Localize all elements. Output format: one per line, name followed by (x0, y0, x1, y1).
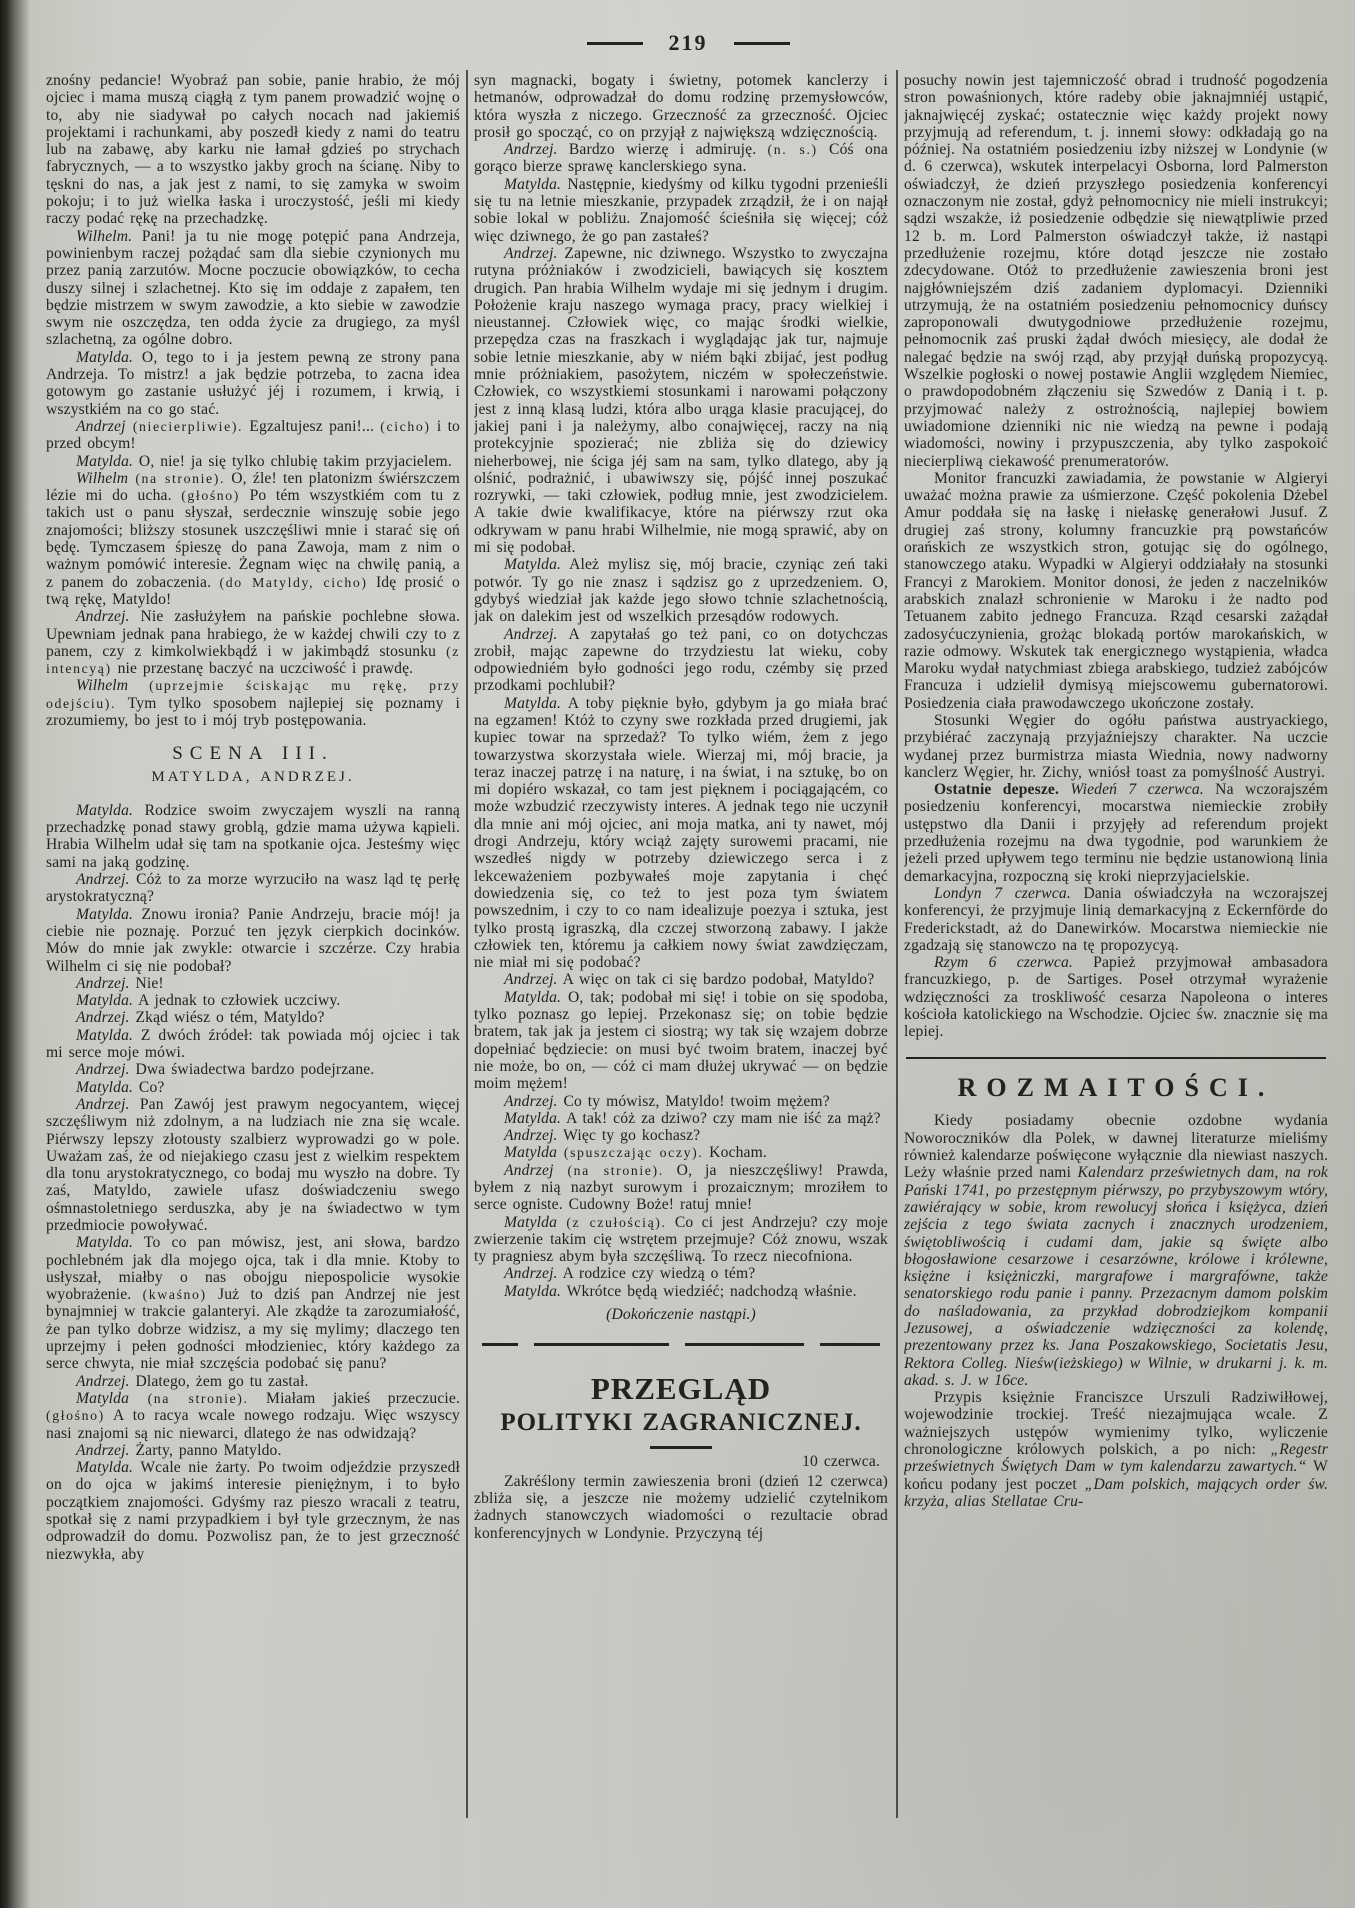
speaker-name: Matylda (504, 1144, 558, 1162)
column-divider-rule (466, 70, 468, 1818)
text-segment: Miałam jakieś przeczucie. (248, 1389, 460, 1407)
stage-direction: (spuszczając oczy). (557, 1145, 704, 1161)
text-segment: (Dokończenie nastąpi.) (606, 1306, 756, 1324)
text-segment: To co pan mówisz, jest, ani słowa, bardzo pochlebném jak dla mojego ojca, tak i dla mnie. Ktoby to usłyszał, miałby o nas obojgu niepospolicie wysokie wyobrażenie. (46, 1234, 460, 1304)
text-segment: O, ja nieszczęśliwy! Prawda, byłem z nią nazbyt surowym i prozaicznym; mroziłem to serce ogniste. Cudowny Boże! ratuj mnie! (474, 1161, 888, 1214)
dialog-paragraph (474, 1214, 888, 1266)
dialog-paragraph (46, 871, 460, 906)
speaker-name: Matylda. (76, 992, 134, 1010)
book-gutter-shadow (0, 0, 30, 1908)
text-segment: Papież przyjmował ambasadora francuzkiego, p. de Sartiges. Poseł otrzymał wyrażenie wdzięczności za troskliwość cesarza Napoleona o interes kościoła katolickiego na Wschodzie. Ojciec św. znacznie się ma lepiej. (904, 954, 1328, 1041)
dialog-paragraph (46, 349, 460, 418)
text-segment: Wiedeń 7 czerwca. (1070, 781, 1204, 799)
speaker-name: Matylda. (504, 1109, 562, 1127)
stage-direction: (z czułością). (557, 1214, 667, 1230)
stage-direction: (z intencyą) (46, 643, 460, 677)
section-divider-rule (482, 1343, 879, 1346)
stage-direction: (głośno) (181, 488, 241, 504)
article-paragraph (904, 470, 1328, 712)
dialog-paragraph (46, 608, 460, 677)
article-paragraph (904, 712, 1328, 781)
text-segment: Wkrótce będą wiedziéć; nadchodzą właśnie. (561, 1282, 857, 1300)
text-segment: A rodzice czy wiedzą o tém? (557, 1265, 756, 1283)
speaker-name: Andrzej. (504, 625, 558, 643)
text-segment: Wcale nie żarty. Po twoim odjeździe przyszedł on do ojca w jakimś interesie pieniężnym, i to było początkiem znajomości. Gdyśmy raz pieszo wracali z teatru, spotkał się z nami przypadkiem i był tyle grzecznym, że nas odprowadził do domu. Pozwolisz pan, że to jest grzeczność niezwykła, aby (46, 1459, 460, 1563)
text-segment: Kalendarz prześwietnych dam, na rok Pański 1741, po przestępnym piérwszy, po przybyszowym wtóry, zawiérający w sobie, krom rewolucyj słońca i księżyca, dzień zejścia z tego świata zacnych i znacznych urodzeniem, świętobliwością i cudami dam, jakie są święte albo błogosławione cesarzowe i cesarzówne, królowe i królewne, księżne i księżniczki, margrafowe i margrafówne, także senatorskiego rodu panie i panny. Przezacnym damom polskim do naśladowania, za przykład dobrodziejkom kompanii Jezusowej, a oświadczenie wdzięczności za kolendę, prezentowany przez ks. Jana Poszakowskiego, Societatis Jesu, Rektora Colleg. Nieśw(ieżskiego) w Wilnie, w drukarni j. k. m. akad. s. J. w 16ce. (904, 1164, 1328, 1389)
text-segment: Dwa świadectwa bardzo podejrzane. (129, 1061, 375, 1079)
article-title (474, 1408, 888, 1438)
text-segment: Zapewne, nic dziwnego. Wszystko to zwyczajna rutyna próżniaków i zwodzicieli, bawiących się kosztem drugich. Pan hrabia Wilhelm wydaje mi się jednym i drugim. Położenie kraju naszego wymaga pracy, pracy wielkiej i nieustannej. Człowiek więc, co mając środki wielkie, przepędza czas na fraszkach i wyglądając jak tur, najmuje sobie letnie mieszkanie, aby w niém bąki zbijać, jest podług mnie próżniakiem, pasożytem, niczém w społeczeństwie. Człowiek, co wszystkiemi stosunkami i narowami połączony jest z inną klasą ludzi, która albo urąga klasie pracującej, do jakiej pani i ja należymy, albo conajwięcej, raczy na nią protekcyjnie spozierać; nie zbliża się do dziewicy nieherbowej, nie ściga jéj sam na sam, tylko dlatego, aby ją olśnić, podrażnić, i ubawiwszy się, pójść innej poszukać rozrywki, — taki człowiek, podług mnie, jest zwodzicielem. A takie dwie kwalifikacye, które na piérwszy rzut oka odkrywam w panu hrabi Wilhelmie, nie mogą sprawić, aby on mi się podobał. (474, 244, 888, 557)
text-segment: A tak! cóż za dziwo? czy mam nie iść za mąż? (561, 1109, 881, 1127)
dateline (474, 1453, 880, 1470)
text-column-1 (46, 72, 460, 1844)
text-segment: i to przed obcym! (46, 417, 460, 453)
dialog-paragraph (46, 802, 460, 871)
section-divider-rule (906, 1057, 1326, 1060)
text-segment: Zakréślony termin zawieszenia broni (dzień 12 czerwca) zbliża się, a jeszcze nie możemy udzielić czytelnikom żadnych stanowczych wiadomości o rezultacie obrad konferencyjnych w Londynie. Przyczyną téj (474, 1472, 888, 1542)
dialog-paragraph (474, 141, 888, 176)
dialog-paragraph (46, 1096, 460, 1234)
text-segment: A zapytałaś go też pani, co on dotychczas zrobił, mając zapewne do trzydziestu lat wieku, coby odpowiedniém było godności jego rodu, czémby się przed przodkami pochlubił? (474, 625, 888, 695)
text-segment (1059, 781, 1070, 798)
text-segment: POLITYKI ZAGRANICZNEJ. (500, 1408, 862, 1436)
scene-heading (46, 743, 460, 765)
text-segment: Cóż to za morze wyrzuciło na wasz ląd tę perłę arystokratyczną? (46, 871, 460, 906)
text-segment: O, nie! ja się tylko chlubię takim przyjacielem. (133, 452, 452, 470)
text-segment: Znowu ironia? Panie Andrzeju, bracie mój! ja ciebie nie poznaję. Porzuć ten język cierpkich docinków. Mów do mnie jak zwykle: otwarcie i szczérze. Czy hrabia Wilhelm ci się nie podobał? (46, 905, 460, 975)
page-header (548, 30, 828, 56)
speaker-name: Matylda (76, 1389, 130, 1407)
text-segment: Na wczorajszém posiedzeniu konferencyi, mocarstwa niemieckie zrobiły ustępstwo dla Danii i przyjęły ad referendum projekt przedłużenia rozejmu na dwa tygodnie, pod warunkiem że jeżeli przed upływem tego terminu nie będzie ustanowioną linia demarkacyjna, rozpoczną się kroki nieprzyjacielskie. (904, 781, 1328, 885)
text-segment: Ależ mylisz się, mój bracie, czyniąc zeń taki potwór. Ty go nie znasz i sądzisz go z uprzedzeniem. O, gdybyś wiedział jak każde jego słowo tchnie szlachetnością, jak on dalekim jest od wszelkich przesądów rodowych. (474, 556, 888, 626)
text-segment: Żarty, panno Matyldo. (129, 1441, 282, 1459)
text-segment: A więc on tak ci się bardzo podobał, Matyldo? (557, 971, 875, 989)
divider-dash (685, 1343, 804, 1346)
text-column-3 (904, 72, 1328, 1844)
text-segment: Pan Zawój jest prawym negocyantem, więcej szczęśliwym niż zdolnym, a na ludziach nie zna się wcale. Piérwszy lepszy złotousty szalbierz wyprowadzi go w pole. Uważam zaś, że od niejakiego czasu jest z wielkim respektem dla tonu arystokratycznego, co bodaj mu wyszło na dobre. Ty zaś, Matyldo, zawiele ufasz doświadczeniu swego ośmnastoletniego serduszka, aby je na świadectwo w tym przedmiocie powoływać. (46, 1095, 460, 1234)
text-segment: Co ty mówisz, Matyldo! twoim mężem? (557, 1092, 830, 1110)
dialog-paragraph (474, 1127, 888, 1144)
text-segment: A to racya wcale nowego rodzaju. Więc wszyscy nasi znajomi są nic niewarci, dlatego że nas odwidzają? (46, 1407, 460, 1442)
article-paragraph (904, 1112, 1328, 1389)
text-segment: Co? (133, 1078, 165, 1096)
text-segment: nie przestanę baczyć na uczciwość i prawdę. (111, 660, 414, 678)
speaker-name: Andrzej. (76, 1372, 130, 1390)
text-segment: Kiedy posiadamy obecnie ozdobne wydania Noworoczników dla Polek, w dawnej literaturze mieliśmy również kalendarze poświęcone wyłącznie dla niewiast naszych. Leży właśnie przed nami (904, 1112, 1328, 1182)
speaker-name: Matylda. (76, 1459, 134, 1477)
dialog-paragraph (46, 677, 460, 729)
text-segment: syn magnacki, bogaty i świetny, potomek kanclerzy i hetmanów, odprowadzał do domu rodzinę przemysłowców, która wyszła z niczego. Grzeczność za grzeczność. Ojciec prosił go spocząć, co on przyjął z największą wdzięcznością. (474, 72, 888, 141)
speaker-name: Andrzej (504, 1161, 554, 1179)
dialog-paragraph (46, 1234, 460, 1372)
text-segment: Z dwóch źródeł: tak powiada mój ojciec i tak mi serce moje mówi. (46, 1026, 460, 1062)
text-segment: Nie! (129, 974, 164, 992)
text-column-2 (474, 72, 888, 1844)
stage-direction: (na stronie). (553, 1162, 664, 1178)
stage-direction: (głośno) (46, 1408, 105, 1424)
article-paragraph (904, 954, 1328, 1040)
dialog-paragraph (474, 1265, 888, 1282)
text-segment: Idę prosić o twą rękę, Matyldo! (46, 573, 460, 608)
article-paragraph (904, 781, 1328, 885)
text-segment: ROZMAITOŚCI. (957, 1073, 1275, 1103)
text-segment: „Regestr prześwietnych Świętych Dam w tym kalendarzu zawartych.“ (904, 1441, 1328, 1476)
speaker-name: Matylda. (76, 905, 134, 923)
speaker-name: Matylda. (76, 348, 134, 366)
dialog-paragraph (46, 975, 460, 992)
text-segment: PRZEGLĄD (590, 1370, 772, 1406)
speaker-name: Rzym 6 czerwca. (934, 954, 1073, 972)
dialog-paragraph (474, 556, 888, 625)
speaker-name: Andrzej. (504, 1127, 558, 1145)
speaker-name: Matylda. (76, 452, 134, 470)
stage-direction: (niecierpliwie). (125, 418, 244, 434)
speaker-name: Matylda. (76, 1078, 134, 1096)
dialog-paragraph (474, 971, 888, 988)
speaker-name: Andrzej. (504, 971, 558, 989)
article-paragraph (474, 1473, 888, 1542)
speaker-name: Matylda. (504, 1282, 562, 1300)
stage-direction: (kwaśno) (142, 1287, 207, 1303)
dialog-paragraph (46, 470, 460, 608)
text-segment: Następnie, kiedyśmy od kilku tygodni przenieśli się tu na letnie mieszkanie, przypadek zrządził, że i on najął sobie lokal w pobliżu. Znajomość ścieśniła się więcej; cóż więc dziwnego, że go pan zastałeś? (474, 175, 888, 245)
text-segment: Kocham. (703, 1144, 767, 1162)
dialog-paragraph (46, 906, 460, 975)
speaker-name: Matylda. (76, 1026, 134, 1044)
speaker-name: Andrzej. (76, 871, 130, 889)
speaker-name: Andrzej. (76, 608, 130, 626)
dialog-paragraph (474, 72, 888, 141)
speaker-name: Andrzej. (504, 244, 558, 262)
dialog-paragraph (474, 1162, 888, 1214)
speaker-name: Matylda. (504, 694, 562, 712)
text-segment: Bardzo wierzę i admiruję. (557, 141, 768, 159)
speaker-name: Andrzej. (76, 1061, 130, 1079)
speaker-name: Andrzej. (76, 1009, 130, 1027)
text-segment: Przypis księżnie Franciszce Urszuli Radziwiłłowej, wojewodzinie trockiej. Treść niezajmująca wcale. Z ważniejszych ustępów wymienimy tylko, wyliczenie chronologiczne królowych polskich, a po nich: (904, 1389, 1328, 1459)
text-segment: A jednak to człowiek uczciwy. (133, 992, 341, 1010)
dialog-paragraph (46, 1390, 460, 1442)
article-paragraph (904, 885, 1328, 954)
text-segment: posuchy nowin jest tajemniczość obrad i trudność pogodzenia stron powaśnionych, które radeby obie jaknajmniéj ustąpić, jaknajwięcéj zyskać; ostatecznie więc każdy projekt nowy przyjmują ad referendum, t. j. innemi słowy: odkładają go na później. Na ostatniém posiedzeniu izby niższej w Londynie (w d. 6 czerwca), wskutek interpelacyi Osborna, lord Palmerston oświadczył, że dzień przyszłego posiedzenia konferencyi oznaczonym nie został, gdyż pełnomocnicy nie mieli instrukcyi; sądzi wszakże, iż posiedzenie odbędzie się niewątpliwie przed 12 b. m. Lord Palmerston oświadczył także, iż nastąpi przedłużenie rozejmu, które dotąd jeszcze nie zostało zdecydowane. Otóż to przedłużenie zawieszenia broni jest najgłówniejszém dziś zadaniem dyplomacyi. Dzienniki utrzymują, że na ostatniém posiedzeniu pełnomocnicy duńscy zaproponowali dwutygodniowe przedłużenie rozejmu, pełnomocnik zaś pruski żądał dwóch miesięcy, ale dodał że nalegać będzie na swój rząd, aby przyjął duńską propozycyą. Wszelkie pogłoski o nowej postawie Anglii względem Niemiec, o prawdopodobném złączeniu się Szwedów z Danią i t. p. przyjmować należy z ostrożnością, najlepiej bowiem uwiadomione dzienniki nic nie wiedzą na pewne i podają wiadomości, nowiny i przypuszczenia, aby tylko zaspokoić niecierpliwą ciekawość prenumeratorów. (904, 72, 1328, 470)
divider-dash (534, 1343, 669, 1346)
dialog-paragraph (46, 1442, 460, 1459)
article-paragraph (904, 1389, 1328, 1510)
text-segment: Egzaltujesz pani!... (243, 417, 381, 435)
speaker-name: Matylda (504, 1213, 558, 1231)
dialog-paragraph (474, 626, 888, 695)
text-segment: Rodzice swoim zwyczajem wyszli na ranną przechadzkę ponad stawy groblą, gdzie mama używa kąpieli. Hrabia Wilhelm udał się tam na spotkanie ojca. Jesteśmy więc sami na jaką godzinę. (46, 801, 460, 871)
speaker-name: Andrzej. (76, 974, 130, 992)
dialog-paragraph (474, 1093, 888, 1110)
dialog-paragraph (474, 1110, 888, 1127)
speaker-name: Andrzej. (504, 1092, 558, 1110)
speaker-name: Andrzej (76, 417, 126, 435)
speaker-name: Andrzej. (76, 1095, 130, 1113)
text-segment: znośny pedancie! Wyobraź pan sobie, panie hrabio, że mój ojciec i mama muszą ciągłą z tym panem prowadzić wojnę o to, aby nie siadywał po całych nocach nad jakiemiś projektami i rachunkami, aby poszedł kiedy z nami do teatru lub na zabawę, aby karku nie łamał gdzieś po strychach fabrycznych, — a to wszystko jakby groch na ścianę. Niby to tęskni do nas, a jak jest z nami, to się zamyka w swoim pokoju; i to już wielka łaska i uroczystość, jeśli mi kiedy raczy podać rękę na przechadzkę. (46, 72, 460, 228)
text-segment: „Dam polskich, mających order św. krzyża, alias Stellatae Cru- (904, 1475, 1328, 1510)
text-segment: Cóś ona gorąco bierze sprawę kanclerskiego syna. (474, 141, 888, 176)
text-segment: Stosunki Węgier do ogółu państwa austryackiego, przybiérać zaczynają przyjaźniejszy charakter. Na uczcie wydanej przez burmistrza miasta Wiednia, nowy nadworny kanclerz Węgier, hr. Zichy, wniósł toast za pomyślność Austryi. (904, 711, 1328, 781)
speaker-name: Wilhelm. (76, 227, 133, 245)
dialog-paragraph (46, 453, 460, 470)
speaker-name: Andrzej. (504, 141, 558, 159)
dialog-paragraph (46, 418, 460, 453)
speaker-name: Matylda. (504, 988, 562, 1006)
text-segment: A toby pięknie było, gdybym ja go miała brać na egzamen! Któż to czyny swe rozkłada przed drugiemi, jak kupiec towar na sprzedaż? To tylko wiém, żem z jego towarzystwa skorzystała wiele. Wierzaj mi, mój bracie, ja teraz inaczej patrzę i na naturę, i na świat, i na sztukę, bo on mi dopiéro wskazał, co tam jest pięknem i pociągającém, co może wzbudzić rzeczywisty interes. A jednak tego nie uczynił dla mnie ani mój ojciec, ani moja matka, ani ty nawet, mój drogi Andrzeju, który wciąż zajęty surowemi pracami, nie wszedłeś nigdy w potrzeby dziewiczego serca i z lekceważeniem pozbywałeś moje zapytania i chęć dowiedzenia się, co też to jest poza tym światem powszednim, i czy to co nam idealizuje poezya i sztuka, jest tylko prostą igraszką, dla czczej stworzoną zabawy. I jakże człowiek ten, któremu ja całkiem nowy świat zawdzięczam, nie miał mi się podobać? (474, 694, 888, 972)
dialog-paragraph (46, 72, 460, 228)
speaker-name: Andrzej. (76, 1441, 130, 1459)
text-segment: Ostatnie depesze. (934, 781, 1060, 799)
dialog-paragraph (474, 245, 888, 556)
continuation-note (474, 1306, 888, 1323)
text-segment: Co ci jest Andrzeju? czy moje zwierzenie takim cię wstrętem przejmuje? Cóż znowu, wszak ty pragniesz abym była szczęśliwą. To rzecz niecofniona. (474, 1213, 888, 1266)
text-segment: Po tém wszystkiém com tu z takich ust o panu słyszał, serdecznie winszuję sobie jego znajomości; bliższy stosunek uszczęśliwi mnie i starać się oń będę. Tymczasem śpieszę do pana Zawoja, mam z nim o ważnym pomówić interesie. Żegnam więc na chwilę panią, a z panem do zobaczenia. (46, 487, 460, 591)
stage-direction: (na stronie). (128, 470, 225, 486)
speaker-name: Matylda. (504, 175, 562, 193)
dialog-paragraph (46, 1079, 460, 1096)
divider-dash (482, 1343, 518, 1346)
dialog-paragraph (474, 176, 888, 245)
stage-direction: (cicho) (380, 418, 431, 434)
stage-direction: (do Matyldy, cicho) (219, 574, 368, 590)
text-segment: SCENA III. (172, 743, 334, 765)
divider-dash (820, 1343, 880, 1346)
header-rule-dash (734, 42, 790, 45)
speaker-name: Londyn 7 czerwca. (934, 884, 1071, 902)
column-divider-rule (896, 70, 898, 1818)
dialog-paragraph (474, 695, 888, 972)
dialog-paragraph (46, 228, 460, 349)
text-segment: MATYLDA, ANDRZEJ. (151, 768, 355, 785)
text-segment: Monitor francuzki zawiadamia, że powstanie w Algieryi uważać można prawie za uśmierzone. Część pokolenia Dżebel Amur poddała się na łaskę i niełaskę generałowi Jusuf. Z drugiej zaś strony, kolumny francuzkie prą powstańców orańskich ze wszystkich stron, gotując się do ogólnego, stanowczego ataku. Wypadki w Algieryi oddziałały na stosunki Francyi z Marokiem. Monitor donosi, że jeden z naczelników arabskich znalazł schronienie w Maroku i że nadto pod Tetuanem zabito jednego Francuza. Rząd cesarski zażądał zadosyćuczynienia, grożąc blokadą portów marokańskich, w razie odmowy. Wskutek tak energicznego wystąpienia, władca Maroku wydał natychmiast zbiega arabskiego, tudzież zabójców Francuza i udzielił dymisyą miejscowemu gubernatorowi. Posiedzenia ciała prawodawczego ukończone zostały. (904, 469, 1328, 712)
dialog-paragraph (46, 1459, 460, 1563)
cast-list (46, 769, 460, 786)
text-segment: Dania oświadczyła na wczorajszej konferencyi, że przyjmuje linią demarkacyjną z Eckernförde do Frederickstadt, aż do Danewirków. Mocarstwa niemieckie nie zgadzają się stanowczo na tę propozycyą. (904, 884, 1328, 954)
header-rule-dash (587, 42, 643, 45)
dialog-paragraph (474, 1144, 888, 1161)
section-heading (904, 1073, 1328, 1103)
dialog-paragraph (474, 989, 888, 1093)
text-segment: Już to dziś pan Andrzej nie jest bynajmniej w trakcie galanteryi. Ale zkądże ta zarozumiałość, że pan tylko dobrze widzisz, a my się mylimy; dlaczego ten uprzejmy i pełen godności młodzieniec, który każdego za serce chwyta, nie miał szczęścia podobać się panu? (46, 1286, 460, 1373)
speaker-name: Wilhelm (76, 677, 129, 695)
speaker-name: Matylda. (76, 1234, 134, 1252)
stage-direction: (n. s.) (767, 142, 818, 158)
dialog-paragraph (46, 1009, 460, 1026)
dialog-paragraph (46, 1373, 460, 1390)
speaker-name: Matylda. (504, 556, 562, 574)
page-number: 219 (668, 30, 708, 55)
stage-direction: (na stronie). (129, 1390, 249, 1406)
dialog-paragraph (46, 1027, 460, 1062)
speaker-name: Andrzej. (504, 1265, 558, 1283)
text-segment: O, źle! ten platonizm świérszczem lézie mi do ucha. (46, 469, 460, 505)
article-paragraph (904, 72, 1328, 470)
stage-direction: (uprzejmie ściskając mu rękę, przy odejściu). (46, 678, 460, 711)
text-segment: Dlatego, żem go tu zastał. (129, 1372, 309, 1390)
text-segment: W końcu podany jest poczet (904, 1458, 1328, 1493)
text-segment: O, tego to i ja jestem pewną ze strony pana Andrzeja. To mistrz! a jak będzie potrzeba, to zacna idea gotowym go zastanie usłużyć jéj i rozumem, i krwią, i wszystkiém na co go stać. (46, 348, 460, 418)
text-segment: Nie zasłużyłem na pańskie pochlebne słowa. Upewniam jednak pana hrabiego, że w każdej chwili czy to z panem, czy z kimkolwiekbądź i w jakimbądź stosunku (46, 608, 460, 660)
text-segment: 10 czerwca. (802, 1453, 880, 1471)
title-underline-rule (650, 1446, 712, 1450)
speaker-name: Matylda. (76, 801, 134, 819)
dialog-paragraph (46, 992, 460, 1009)
text-segment: O, tak; podobał mi się! i tobie on się spodoba, tylko poznasz go lepiej. Przekonasz się; on tobie będzie bratem, tak jak ja jestem ci siostrą; wy tak się wzajem dobrze dopełniać będziecie: on musi być twoim bratem, inaczej być nie może, bo on, — cóż ci mam dłużej ukrywać — on będzie moim mężem! (474, 988, 888, 1093)
article-title (474, 1372, 888, 1406)
text-segment: Zkąd wiész o tém, Matyldo? (129, 1009, 325, 1027)
text-segment: Więc ty go kochasz? (557, 1127, 701, 1145)
text-segment: Tym tylko sposobem najlepiej się poznamy i zrozumiemy, bo jest to i mój tryb postępowania. (46, 694, 460, 729)
dialog-paragraph (474, 1283, 888, 1300)
speaker-name: Wilhelm (76, 469, 129, 487)
dialog-paragraph (46, 1061, 460, 1078)
text-segment: Pani! ja tu nie mogę potępić pana Andrzeja, powinienbym raczej pożądać sam dla siebie czynionych mu przez panią zarzutów. Mocne poczucie obowiązków, to cecha duszy silnej i szlachetnej. Kto się im oddaje z zapałem, ten będzie mistrzem w swym zawodzie, a kto siebie w zawodzie swym nie oszczędza, ten odda życie za drugiego, za myśl szlachetną, za ogólne dobro. (46, 227, 460, 349)
